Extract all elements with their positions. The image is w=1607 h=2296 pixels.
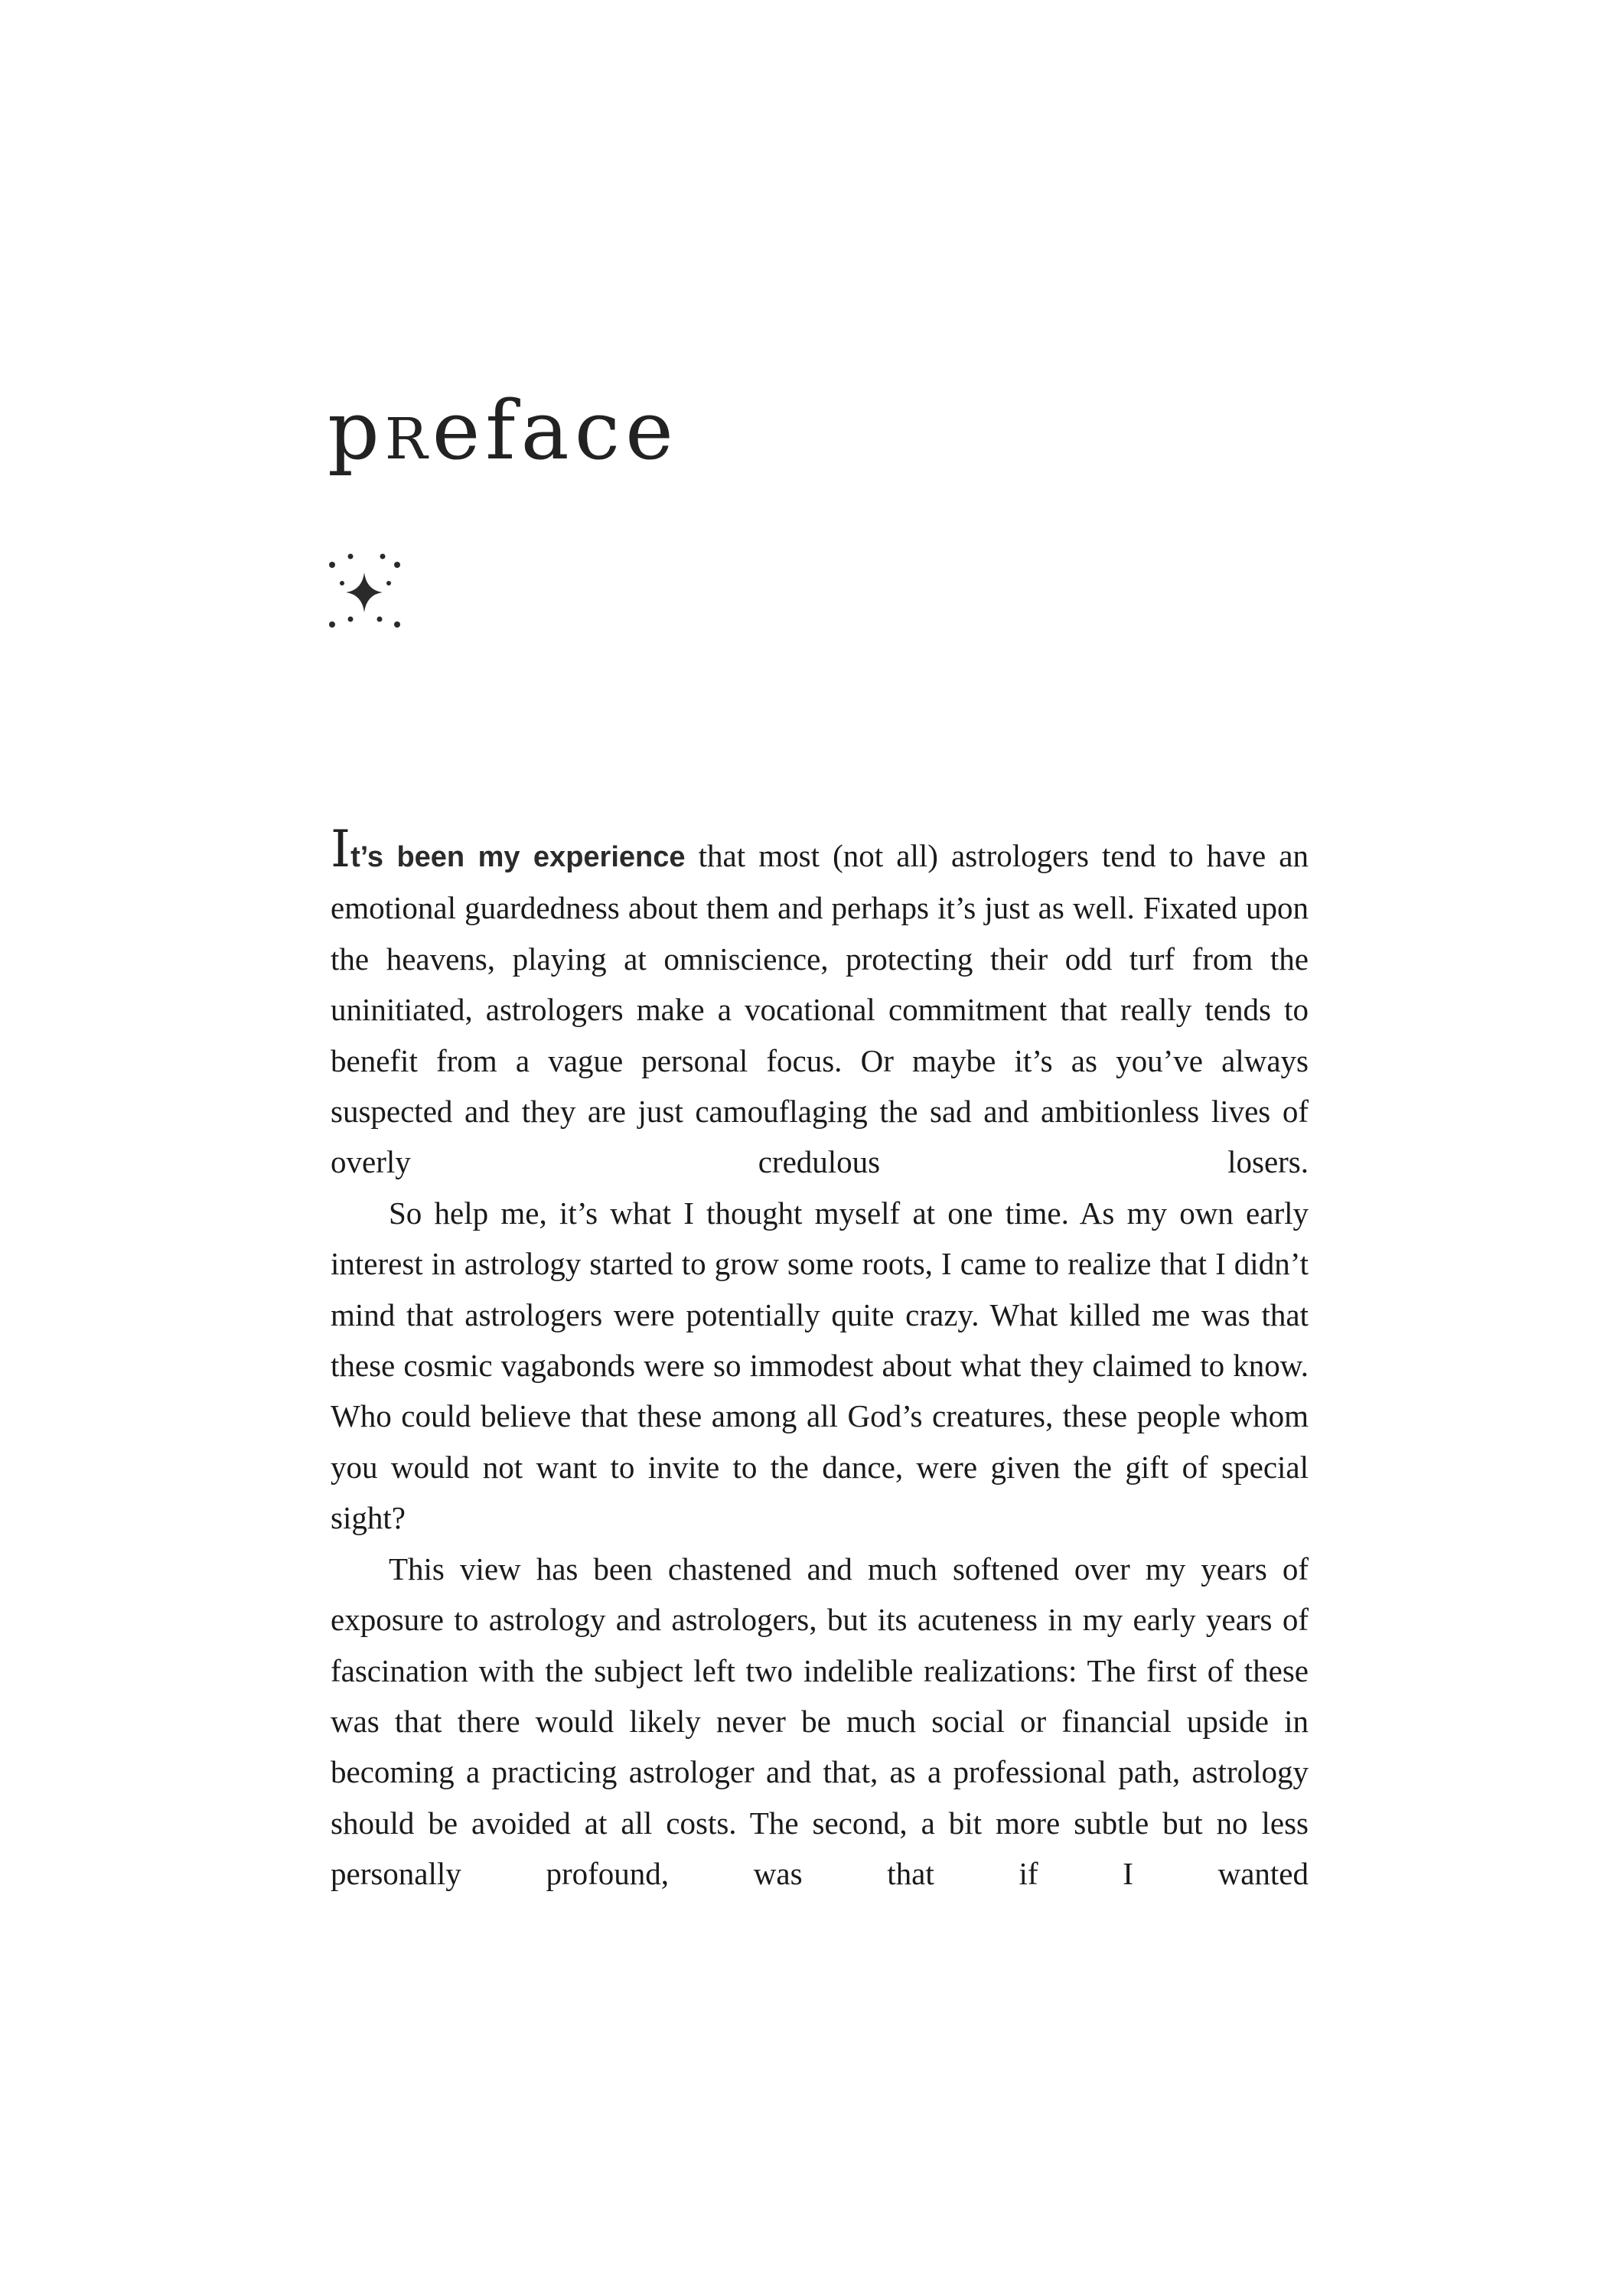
drop-cap: I xyxy=(331,820,351,879)
body-text xyxy=(331,820,1309,1900)
lead-in-text: t’s been my experience xyxy=(350,841,686,873)
paragraph-2: So help me, it’s what I thought myself at one time. As my own early interest in astrology started to grow some roots, I came to realize that I didn’t mind that astrologers were potentially quite crazy. What killed me was that these cosmic vagabonds were so immodest about what they claimed to know. Who could believe that these among all God’s creatures, these people whom you would not want to invite to the dance, were given the gift of special sight? xyxy=(331,1195,1309,1536)
chapter-title-small-cap: R xyxy=(384,406,432,472)
four-point-star-icon xyxy=(328,553,401,632)
chapter-title-rest: eface xyxy=(432,383,679,478)
paragraph-1 xyxy=(331,820,1309,1188)
chapter-title xyxy=(328,383,679,478)
chapter-title-initial: p xyxy=(328,383,385,478)
paragraph-1-text: that most (not all) astrologers tend to have an emotional guardedness about them and perhaps it’s just as well. Fixated upon the heavens, playing at omniscience, protecting their odd turf from the uninitiated, astrologers make a vocational commitment that really tends to benefit from a vague personal focus. Or maybe it’s as you’ve always suspected and they are just camouflaging the sad and ambitionless lives of overly credulous losers. xyxy=(331,838,1309,1180)
paragraph-3: This view has been chastened and much softened over my years of exposure to astrology and astrologers, but its acuteness in my early years of fascination with the subject left two indelible realizations: The first of these was that there would likely never be much social or financial upside in becoming a practicing astrologer and that, as a professional path, astrology should be avoided at all costs. The second, a bit more subtle but no less personally profound, was that if I wanted xyxy=(331,1551,1309,1892)
